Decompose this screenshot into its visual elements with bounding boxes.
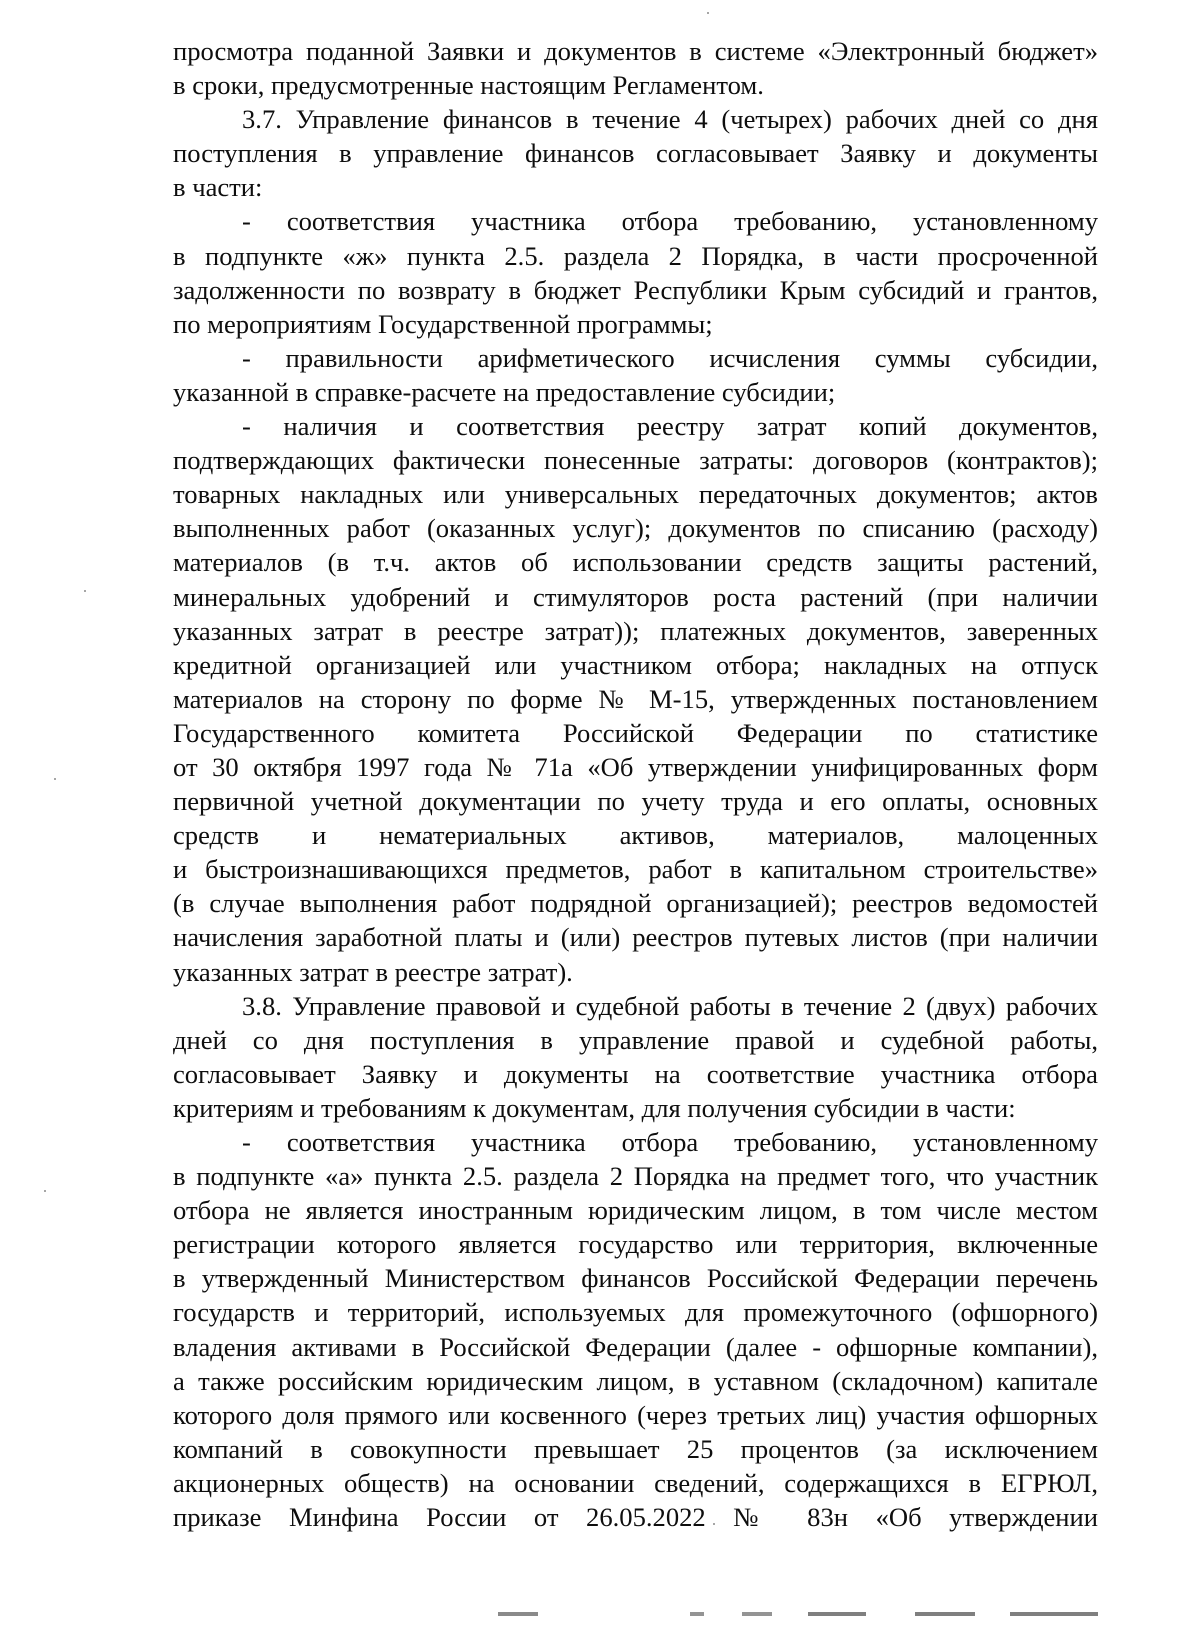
text-line: - правильности арифметического исчисления суммы субсидии, bbox=[242, 342, 1098, 373]
document-page bbox=[173, 34, 1098, 1534]
text-line: согласовывает Заявку и документы на соответствие участника отбора bbox=[173, 1058, 1098, 1089]
text-line: (в случае выполнения работ подрядной организацией); реестров ведомостей bbox=[173, 888, 1098, 919]
scan-speck bbox=[707, 12, 709, 14]
scan-artifact-bottom bbox=[1010, 1612, 1098, 1616]
text-line: Государственного комитета Российской Федерации по статистике bbox=[173, 717, 1098, 748]
text-line: подтверждающих фактически понесенные затраты: договоров (контрактов); bbox=[173, 445, 1098, 476]
paragraph-intro-continuation bbox=[173, 34, 1098, 102]
text-line: от 30 октября 1997 года № 71а «Об утверждении унифицированных форм bbox=[173, 751, 1098, 782]
scan-artifact-bottom bbox=[915, 1612, 975, 1616]
text-line: в сроки, предусмотренные настоящим Регламентом. bbox=[173, 70, 764, 101]
text-line: по мероприятиям Государственной программы; bbox=[173, 308, 713, 339]
text-line: компаний в совокупности превышает 25 процентов (за исключением bbox=[173, 1433, 1098, 1464]
text-line: регистрации которого является государство или территория, включенные bbox=[173, 1229, 1098, 1260]
paragraph-item-3-7-arithmetic bbox=[173, 341, 1098, 409]
text-line: приказе Минфина России от 26.05.2022 № 83н «Об утверждении bbox=[173, 1502, 1098, 1533]
scan-artifact-bottom bbox=[498, 1612, 538, 1616]
text-line: в подпункте «ж» пункта 2.5. раздела 2 Порядка, в части просроченной bbox=[173, 240, 1098, 271]
text-line: материалов (в т.ч. актов об использовании средств защиты растений, bbox=[173, 547, 1098, 578]
text-line: а также российским юридическим лицом, в уставном (складочном) капитале bbox=[173, 1365, 1098, 1396]
paragraph-item-3-7-documents bbox=[173, 409, 1098, 989]
text-line: и быстроизнашивающихся предметов, работ в капитальном строительстве» bbox=[173, 854, 1098, 885]
text-line: просмотра поданной Заявки и документов в системе «Электронный бюджет» bbox=[173, 36, 1098, 66]
paragraph-section-3-8 bbox=[173, 989, 1098, 1125]
paragraph-item-3-8-offshore bbox=[173, 1125, 1098, 1534]
text-line: минеральных удобрений и стимуляторов роста растений (при наличии bbox=[173, 581, 1098, 612]
text-line: - наличия и соответствия реестру затрат копий документов, bbox=[242, 411, 1098, 442]
text-line: владения активами в Российской Федерации (далее - офшорные компании), bbox=[173, 1331, 1098, 1362]
text-line: в подпункте «а» пункта 2.5. раздела 2 Порядка на предмет того, что участник bbox=[173, 1161, 1098, 1192]
text-line: государств и территорий, используемых для промежуточного (офшорного) bbox=[173, 1297, 1098, 1328]
scan-artifact-bottom bbox=[690, 1612, 704, 1616]
text-line: в части: bbox=[173, 172, 263, 203]
text-line: средств и нематериальных активов, материалов, малоценных bbox=[173, 820, 1098, 851]
text-line: 3.8. Управление правовой и судебной работы в течение 2 (двух) рабочих bbox=[242, 990, 1098, 1021]
paragraph-item-3-7-requirement bbox=[173, 204, 1098, 340]
text-line: в утвержденный Министерством финансов Российской Федерации перечень bbox=[173, 1263, 1098, 1294]
text-line: выполненных работ (оказанных услуг); документов по списанию (расходу) bbox=[173, 513, 1098, 544]
scan-speck bbox=[44, 1190, 46, 1192]
paragraph-section-3-7 bbox=[173, 102, 1098, 204]
text-line: кредитной организацией или участником отбора; накладных на отпуск bbox=[173, 649, 1098, 680]
text-line: - соответствия участника отбора требованию, установленному bbox=[242, 206, 1098, 237]
text-line: критериям и требованиям к документам, для получения субсидии в части: bbox=[173, 1092, 1016, 1123]
text-line: указанных затрат в реестре затрат). bbox=[173, 956, 573, 987]
text-line: начисления заработной платы и (или) реестров путевых листов (при наличии bbox=[173, 922, 1098, 953]
text-line: отбора не является иностранным юридическим лицом, в том числе местом bbox=[173, 1195, 1098, 1226]
text-line: товарных накладных или универсальных передаточных документов; актов bbox=[173, 479, 1098, 510]
text-line: первичной учетной документации по учету труда и его оплаты, основных bbox=[173, 786, 1098, 817]
text-line: поступления в управление финансов согласовывает Заявку и документы bbox=[173, 138, 1098, 169]
text-line: 3.7. Управление финансов в течение 4 (четырех) рабочих дней со дня bbox=[242, 104, 1098, 135]
text-line: акционерных обществ) на основании сведений, содержащихся в ЕГРЮЛ, bbox=[173, 1467, 1098, 1498]
text-line: материалов на сторону по форме № М-15, утвержденных постановлением bbox=[173, 683, 1098, 714]
scan-artifact-bottom bbox=[808, 1612, 866, 1616]
text-line: которого доля прямого или косвенного (через третьих лиц) участия офшорных bbox=[173, 1399, 1098, 1430]
scan-speck bbox=[54, 778, 56, 780]
text-line: дней со дня поступления в управление правой и судебной работы, bbox=[173, 1024, 1098, 1055]
scan-speck bbox=[84, 590, 86, 592]
text-line: указанной в справке-расчете на предоставление субсидии; bbox=[173, 376, 836, 407]
text-line: указанных затрат в реестре затрат)); платежных документов, заверенных bbox=[173, 615, 1098, 646]
text-line: задолженности по возврату в бюджет Республики Крым субсидий и грантов, bbox=[173, 274, 1098, 305]
scan-artifact-bottom bbox=[742, 1612, 772, 1616]
text-line: - соответствия участника отбора требованию, установленному bbox=[242, 1127, 1098, 1157]
